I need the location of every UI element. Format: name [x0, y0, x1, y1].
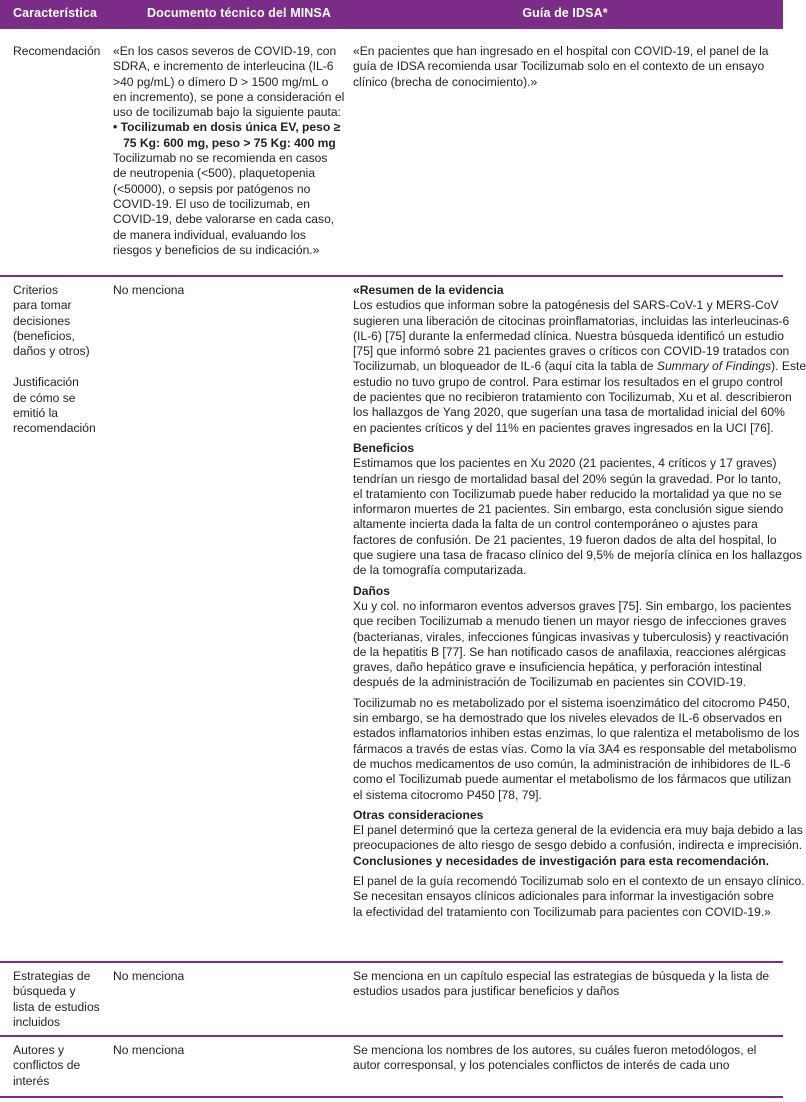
row-divider	[0, 961, 783, 963]
harms-line: graves, daño hepático grave e insuficiencia hepática, y perforación intestinal	[353, 660, 762, 675]
minsa-line: (<50000), o sepsis por patógenos no	[113, 181, 311, 196]
row1-feature	[13, 44, 100, 59]
evidence-text: ). Este	[771, 359, 806, 374]
metabolism-line: Tocilizumab no es metabolizado por el sistema isoenzimático del citocromo P450,	[353, 695, 790, 710]
minsa-line: COVID-19, debe valorarse en cada caso,	[113, 212, 335, 227]
row2-idsa	[353, 283, 806, 920]
harms-heading: Daños	[353, 583, 390, 598]
harms-line: de la hepatitis B [77]. Se han notificado casos de anafilaxia, reacciones alérgicas	[353, 644, 786, 659]
metabolism-line: como el Tocilizumab puede aumentar el metabolismo de los fármacos que utilizan	[353, 772, 792, 787]
harms-line: (bacterianas, virales, infecciones fúngicas invasivas y tuberculosis) y reactivación	[353, 629, 789, 644]
row2-feature-line: Justificación	[13, 375, 79, 390]
header-minsa: Documento técnico del MINSA	[147, 6, 331, 20]
row2-feature-line: de cómo se	[13, 390, 76, 405]
minsa-line: en incremento), se pone a consideración el	[113, 89, 345, 104]
row4-feature-line: Autores y	[13, 1043, 65, 1057]
minsa-line: de neutropenia (<500), plaquetopenia	[113, 166, 316, 181]
idsa-line: «En pacientes que han ingresado en el hospital con COVID-19, el panel de la	[353, 44, 769, 58]
row3-feature-line: búsqueda y	[13, 984, 76, 999]
evidence-line: Los estudios que informan sobre la patogénesis del SARS-CoV-1 y MERS-CoV	[353, 298, 779, 313]
row2-feature	[13, 283, 96, 437]
benefits-heading: Beneficios	[353, 440, 415, 455]
metabolism-line: de muchos medicamentos de uso común, la administración de inhibidores de IL-6	[353, 756, 791, 771]
row2-feature-line: daños y otros)	[13, 344, 90, 359]
row4-idsa	[353, 1043, 756, 1074]
evidence-text: Tocilizumab, un bloqueador de IL-6 (aquí cita la tabla de	[353, 359, 657, 374]
minsa-line: Tocilizumab no se recomienda en casos	[113, 151, 328, 166]
minsa-line: de manera individual, evaluando los	[113, 227, 306, 242]
benefits-line: de la tomografía computarizada.	[353, 563, 527, 578]
conclusions-heading: Conclusiones y necesidades de investigación para esta recomendación.	[353, 853, 770, 868]
benefits-line: Estimamos que los pacientes en Xu 2020 (21 pacientes, 4 críticos y 17 graves)	[353, 456, 777, 471]
row-divider	[0, 275, 783, 277]
evidence-line: (IL-6) [75] durante la enfermedad clínica. Nuestra búsqueda identificó un estudio	[353, 328, 784, 343]
minsa-line: «En los casos severos de COVID-19, con	[113, 44, 337, 58]
evidence-heading: «Resumen de la evidencia	[353, 283, 504, 297]
evidence-line: sugieren una liberación de citocinas proinflamatorias, incluidas las interleucinas-6	[353, 313, 790, 328]
row4-minsa	[113, 1043, 184, 1058]
other-line: preocupaciones de alto riesgo de sesgo debido a confusión, indirecta e imprecisión.	[353, 838, 803, 853]
evidence-line	[353, 359, 806, 374]
harms-line: después de la administración de Tocilizumab en pacientes sin COVID-19.	[353, 675, 747, 690]
minsa-not-mentioned: No menciona	[113, 283, 185, 297]
benefits-line: informaron muertes de 21 pacientes. Sin embargo, esta conclusión sigue siendo	[353, 502, 784, 517]
summary-of-findings-italic: Summary of Findings	[656, 359, 772, 374]
benefits-line: que sugiere una tasa de fracaso clínico del 9,5% de mejoría clínica en los hallazgos	[353, 548, 803, 563]
row-divider	[0, 1035, 783, 1037]
minsa-line: SDRA, e incremento de interleucina (IL-6	[113, 59, 334, 74]
harms-line: Xu y col. no informaron eventos adversos graves [75]. Sin embargo, los pacientes	[353, 598, 792, 613]
harms-line: que reciben Tocilizumab a menudo tienen un mayor riesgo de infecciones graves	[353, 614, 787, 629]
row2-feature-line: emitió la	[13, 406, 59, 421]
evidence-line: en pacientes críticos y del 11% en pacientes graves ingresados en la UCI [76].	[353, 420, 774, 435]
metabolism-line: el sistema citocromo P450 [78, 79].	[353, 787, 542, 802]
row3-feature-line: incluidos	[13, 1014, 61, 1029]
evidence-line: de pacientes que no recibieron tratamiento con Tocilizumab, Xu et al. describieron	[353, 390, 792, 405]
row2-feature-line: recomendación	[13, 421, 96, 436]
idsa-line: Se menciona los nombres de los autores, su cuáles fueron metodólogos, el	[353, 1043, 757, 1057]
other-line: El panel determinó que la certeza general de la evidencia era muy baja debido a las	[353, 823, 803, 838]
minsa-line: uso de tocilizumab bajo la siguiente pauta:	[113, 105, 341, 120]
evidence-line: los hallazgos de Yang 2020, que sugerían una tasa de mortalidad inicial del 60%	[353, 405, 785, 420]
benefits-line: tendrían un riesgo de mortalidad basal del 20% según la gravedad. Por lo tanto,	[353, 471, 782, 486]
table-header	[0, 0, 783, 29]
idsa-line: Se menciona en un capítulo especial las estrategias de búsqueda y la lista de	[353, 969, 770, 983]
row2-minsa	[113, 283, 184, 298]
header-idsa: Guía de IDSA*	[522, 6, 608, 20]
idsa-line: clínico (brecha de conocimiento).»	[353, 74, 538, 89]
minsa-line: >40 pg/mL) o dímero D > 1500 mg/mL o	[113, 74, 329, 89]
other-considerations-heading: Otras consideraciones	[353, 807, 484, 822]
metabolism-line: sin embargo, se ha demostrado que los niveles elevados de IL-6 observados en	[353, 711, 782, 726]
row3-feature-line: lista de estudios	[13, 999, 100, 1014]
row3-feature	[13, 969, 100, 1030]
metabolism-line: fármacos a través de estas vías. Como la vía 3A4 es responsable del metabolismo	[353, 741, 797, 756]
benefits-line: el tratamiento con Tocilizumab puede haber reducido la mortalidad ya que no se	[353, 486, 782, 501]
row2-feature-line: (beneficios,	[13, 328, 75, 343]
header-caracteristica: Característica	[13, 6, 98, 20]
evidence-line: [75] que informó sobre 21 pacientes graves o críticos con COVID-19 tratados con	[353, 344, 790, 359]
idsa-line: autor corresponsal, y los potenciales conflictos de interés de cada uno	[353, 1058, 730, 1073]
row3-feature-line: Estrategias de	[13, 969, 91, 983]
row2-feature-line: para tomar	[13, 298, 72, 313]
row1-idsa	[353, 44, 769, 90]
idsa-line: estudios usados para justificar beneficios y daños	[353, 984, 620, 999]
minsa-dose-line: • Tocilizumab en dosis única EV, peso ≥	[113, 120, 341, 135]
row3-idsa	[353, 969, 769, 1000]
evidence-line: estudio no tuvo grupo de control. Para estimar los resultados en el grupo control	[353, 374, 783, 389]
row1-minsa	[113, 44, 344, 258]
conclusions-line: El panel de la guía recomendó Tocilizumab solo en el contexto de un ensayo clínico.	[353, 873, 805, 888]
row2-feature-line: decisiones	[13, 313, 71, 328]
minsa-line: COVID-19. El uso de tocilizumab, en	[113, 196, 310, 211]
minsa-not-mentioned: No menciona	[113, 969, 185, 983]
minsa-not-mentioned: No menciona	[113, 1043, 185, 1057]
idsa-line: guía de IDSA recomienda usar Tocilizumab solo en el contexto de un ensayo	[353, 59, 765, 74]
row1-feature-line: Recomendación	[13, 44, 101, 58]
benefits-line: factores de confusión. De 21 pacientes, 19 fueron dados de alta del hospital, lo	[353, 532, 777, 547]
row4-feature-line: interés	[13, 1073, 50, 1088]
row4-feature-line: conflictos de	[13, 1058, 81, 1073]
minsa-line: riesgos y beneficios de su indicación.»	[113, 242, 320, 257]
conclusions-line: Se necesitan ensayos clínicos adicionales para informar la investigación sobre	[353, 889, 774, 904]
row3-minsa	[113, 969, 184, 984]
table-bottom-rule	[0, 1096, 783, 1098]
metabolism-line: estados inflamatorios inhiben estas enzimas, lo que ralentiza el metabolismo de los	[353, 726, 800, 741]
row4-feature	[13, 1043, 80, 1089]
benefits-line: altamente incierta dada la falta de un control contemporáneo o ajustes para	[353, 517, 758, 532]
row2-feature-line: Criterios	[13, 283, 59, 297]
minsa-dose-line: 75 Kg: 600 mg, peso > 75 Kg: 400 mg	[113, 135, 336, 150]
conclusions-line: la efectividad del tratamiento con Tocilizumab para pacientes con COVID-19.»	[353, 904, 771, 919]
